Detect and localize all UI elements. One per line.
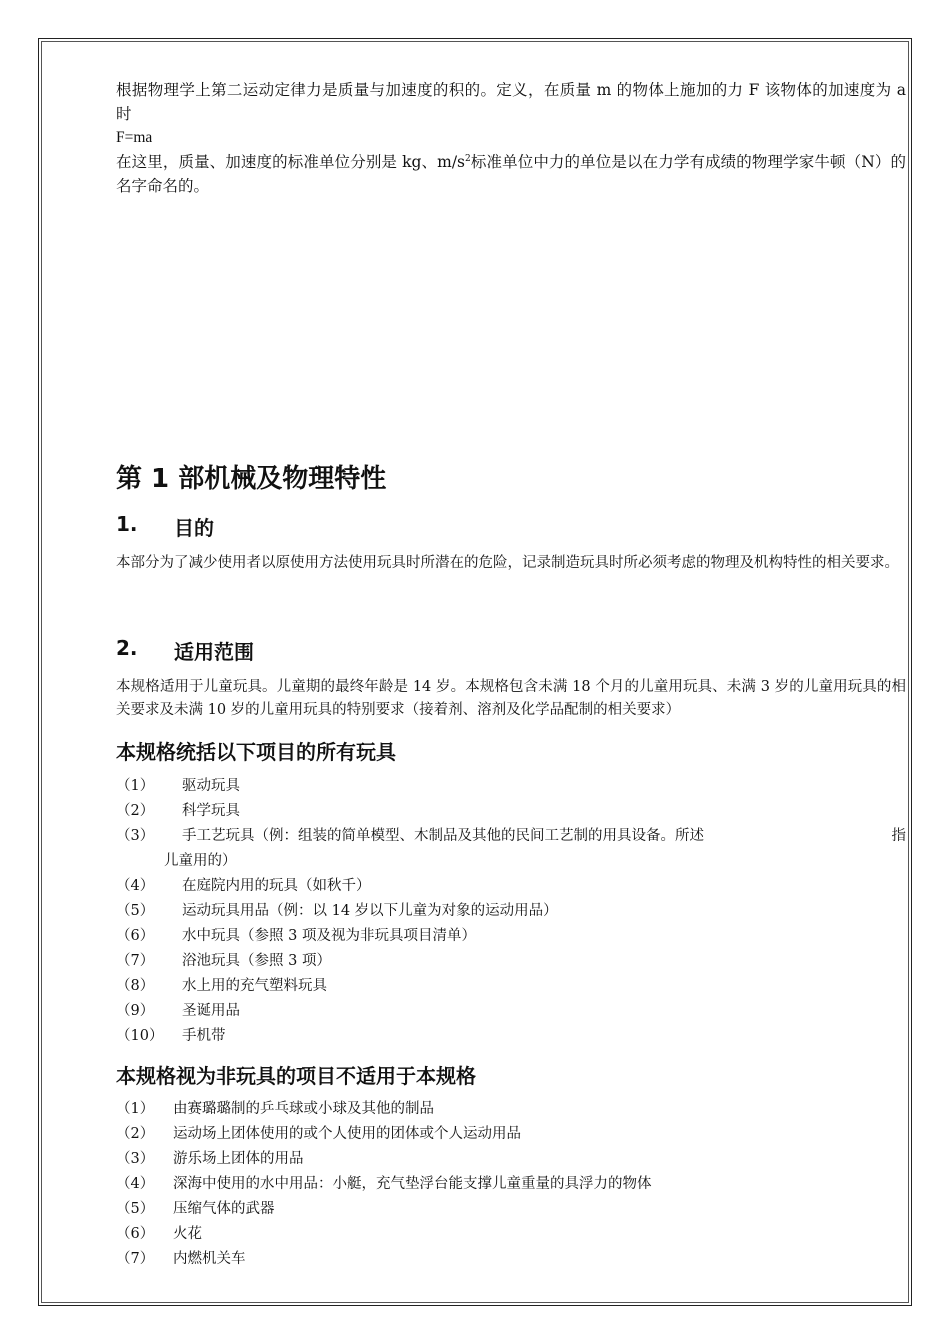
excluded-heading: 本规格视为非玩具的项目不适用于本规格 bbox=[116, 1064, 476, 1088]
covered-items bbox=[116, 774, 906, 1049]
list-item-text: 手工艺玩具（例：组装的简单模型、木制品及其他的民间工艺制的用具设备。所述 bbox=[182, 828, 704, 844]
list-item-number: （4） bbox=[116, 1176, 155, 1192]
list-item bbox=[116, 999, 906, 1024]
intro-text-a: 在这里，质量、加速度的标准单位分别是 kg、m/s bbox=[116, 153, 466, 171]
list-item-number: （9） bbox=[116, 1003, 155, 1019]
list-item-number: （5） bbox=[116, 1201, 155, 1217]
section-1-body: 本部分为了减少使用者以原使用方法使用玩具时所潜在的危险，记录制造玩具时所必须考虑的物理及机构特性的相关要求。 bbox=[116, 555, 899, 571]
list-item-number: （10） bbox=[116, 1028, 164, 1044]
list-item bbox=[116, 1222, 906, 1247]
list-item bbox=[116, 1024, 906, 1049]
list-item bbox=[116, 1172, 906, 1197]
section-2-body: 本规格适用于儿童玩具。儿童期的最终年龄是 14 岁。本规格包含未满 18 个月的儿童用玩具、未满 3 岁的儿童用玩具的相关要求及未满 10 岁的儿童用玩具的特别要求（接着剂、溶剂及化学品配制的相关要求） bbox=[116, 679, 906, 718]
list-item bbox=[116, 874, 906, 899]
list-item-number: （8） bbox=[116, 978, 155, 994]
section-2-heading bbox=[116, 636, 254, 665]
list-item bbox=[116, 924, 906, 949]
list-item-number: （5） bbox=[116, 903, 155, 919]
list-item bbox=[116, 1147, 906, 1172]
list-item bbox=[116, 1097, 906, 1122]
part-title: 第 1 部机械及物理特性 bbox=[116, 464, 387, 494]
list-item-text: 游乐场上团体的用品 bbox=[173, 1151, 304, 1167]
section-2-number: 2. bbox=[116, 636, 138, 660]
list-item-text: 内燃机关车 bbox=[173, 1251, 246, 1267]
list-item bbox=[116, 1122, 906, 1147]
list-item-continuation bbox=[116, 849, 906, 874]
list-item-text: 水中玩具（参照 3 项及视为非玩具项目清单） bbox=[182, 928, 476, 944]
list-item-number: （3） bbox=[116, 828, 155, 844]
list-item-number: （7） bbox=[116, 1251, 155, 1267]
covered-list bbox=[116, 774, 906, 1049]
intro-paragraph-1: 根据物理学上第二运动定律力是质量与加速度的积的。定义，在质量 m 的物体上施加的力 F 该物体的加速度为 a 时 bbox=[116, 81, 906, 123]
intro-paragraph-2 bbox=[116, 150, 906, 198]
covered-heading: 本规格统括以下项目的所有玩具 bbox=[116, 740, 396, 764]
list-item-text-continuation: 儿童用的） bbox=[164, 853, 237, 869]
list-item bbox=[116, 824, 906, 849]
list-item-text-tail: 指 bbox=[891, 828, 906, 844]
list-item-text: 运动玩具用品（例：以 14 岁以下儿童为对象的运动用品） bbox=[182, 903, 558, 919]
formula: F=ma bbox=[116, 129, 153, 146]
list-item-text: 深海中使用的水中用品：小艇，充气垫浮台能支撑儿童重量的具浮力的物体 bbox=[173, 1176, 652, 1192]
list-item-number: （2） bbox=[116, 1126, 155, 1142]
list-item-number: （6） bbox=[116, 1226, 155, 1242]
list-item bbox=[116, 974, 906, 999]
list-item bbox=[116, 1197, 906, 1222]
list-item bbox=[116, 799, 906, 824]
list-item bbox=[116, 1247, 906, 1272]
list-item-text: 驱动玩具 bbox=[182, 778, 240, 794]
list-item bbox=[116, 949, 906, 974]
list-item-number: （2） bbox=[116, 803, 155, 819]
list-item-text: 手机带 bbox=[182, 1028, 226, 1044]
section-1-number: 1. bbox=[116, 512, 138, 536]
list-item-text: 浴池玩具（参照 3 项） bbox=[182, 953, 331, 969]
list-item-number: （4） bbox=[116, 878, 155, 894]
list-item-text: 水上用的充气塑料玩具 bbox=[182, 978, 327, 994]
list-item-number: （6） bbox=[116, 928, 155, 944]
list-item-text: 运动场上团体使用的或个人使用的团体或个人运动用品 bbox=[173, 1126, 521, 1142]
list-item-number: （1） bbox=[116, 778, 155, 794]
list-item-number: （3） bbox=[116, 1151, 155, 1167]
intro-text-b: 标准单位中力的单位是以在力学有成绩的物理学家牛顿（N）的名字命名的。 bbox=[116, 153, 906, 195]
excluded-list bbox=[116, 1097, 906, 1272]
list-item bbox=[116, 774, 906, 799]
list-item-text: 在庭院内用的玩具（如秋千） bbox=[182, 878, 371, 894]
intro-block bbox=[116, 78, 906, 198]
list-item-number: （1） bbox=[116, 1101, 155, 1117]
section-2-title: 适用范围 bbox=[174, 640, 254, 664]
list-item-text: 火花 bbox=[173, 1226, 202, 1242]
list-item-text: 圣诞用品 bbox=[182, 1003, 240, 1019]
superscript: 2 bbox=[465, 153, 471, 164]
list-item-number: （7） bbox=[116, 953, 155, 969]
section-1-title: 目的 bbox=[174, 516, 214, 540]
section-1-heading bbox=[116, 512, 214, 541]
list-item-text: 由赛璐璐制的乒乓球或小球及其他的制品 bbox=[173, 1101, 434, 1117]
list-item bbox=[116, 899, 906, 924]
list-item-text: 科学玩具 bbox=[182, 803, 240, 819]
list-item-text: 压缩气体的武器 bbox=[173, 1201, 275, 1217]
excluded-items bbox=[116, 1097, 906, 1272]
